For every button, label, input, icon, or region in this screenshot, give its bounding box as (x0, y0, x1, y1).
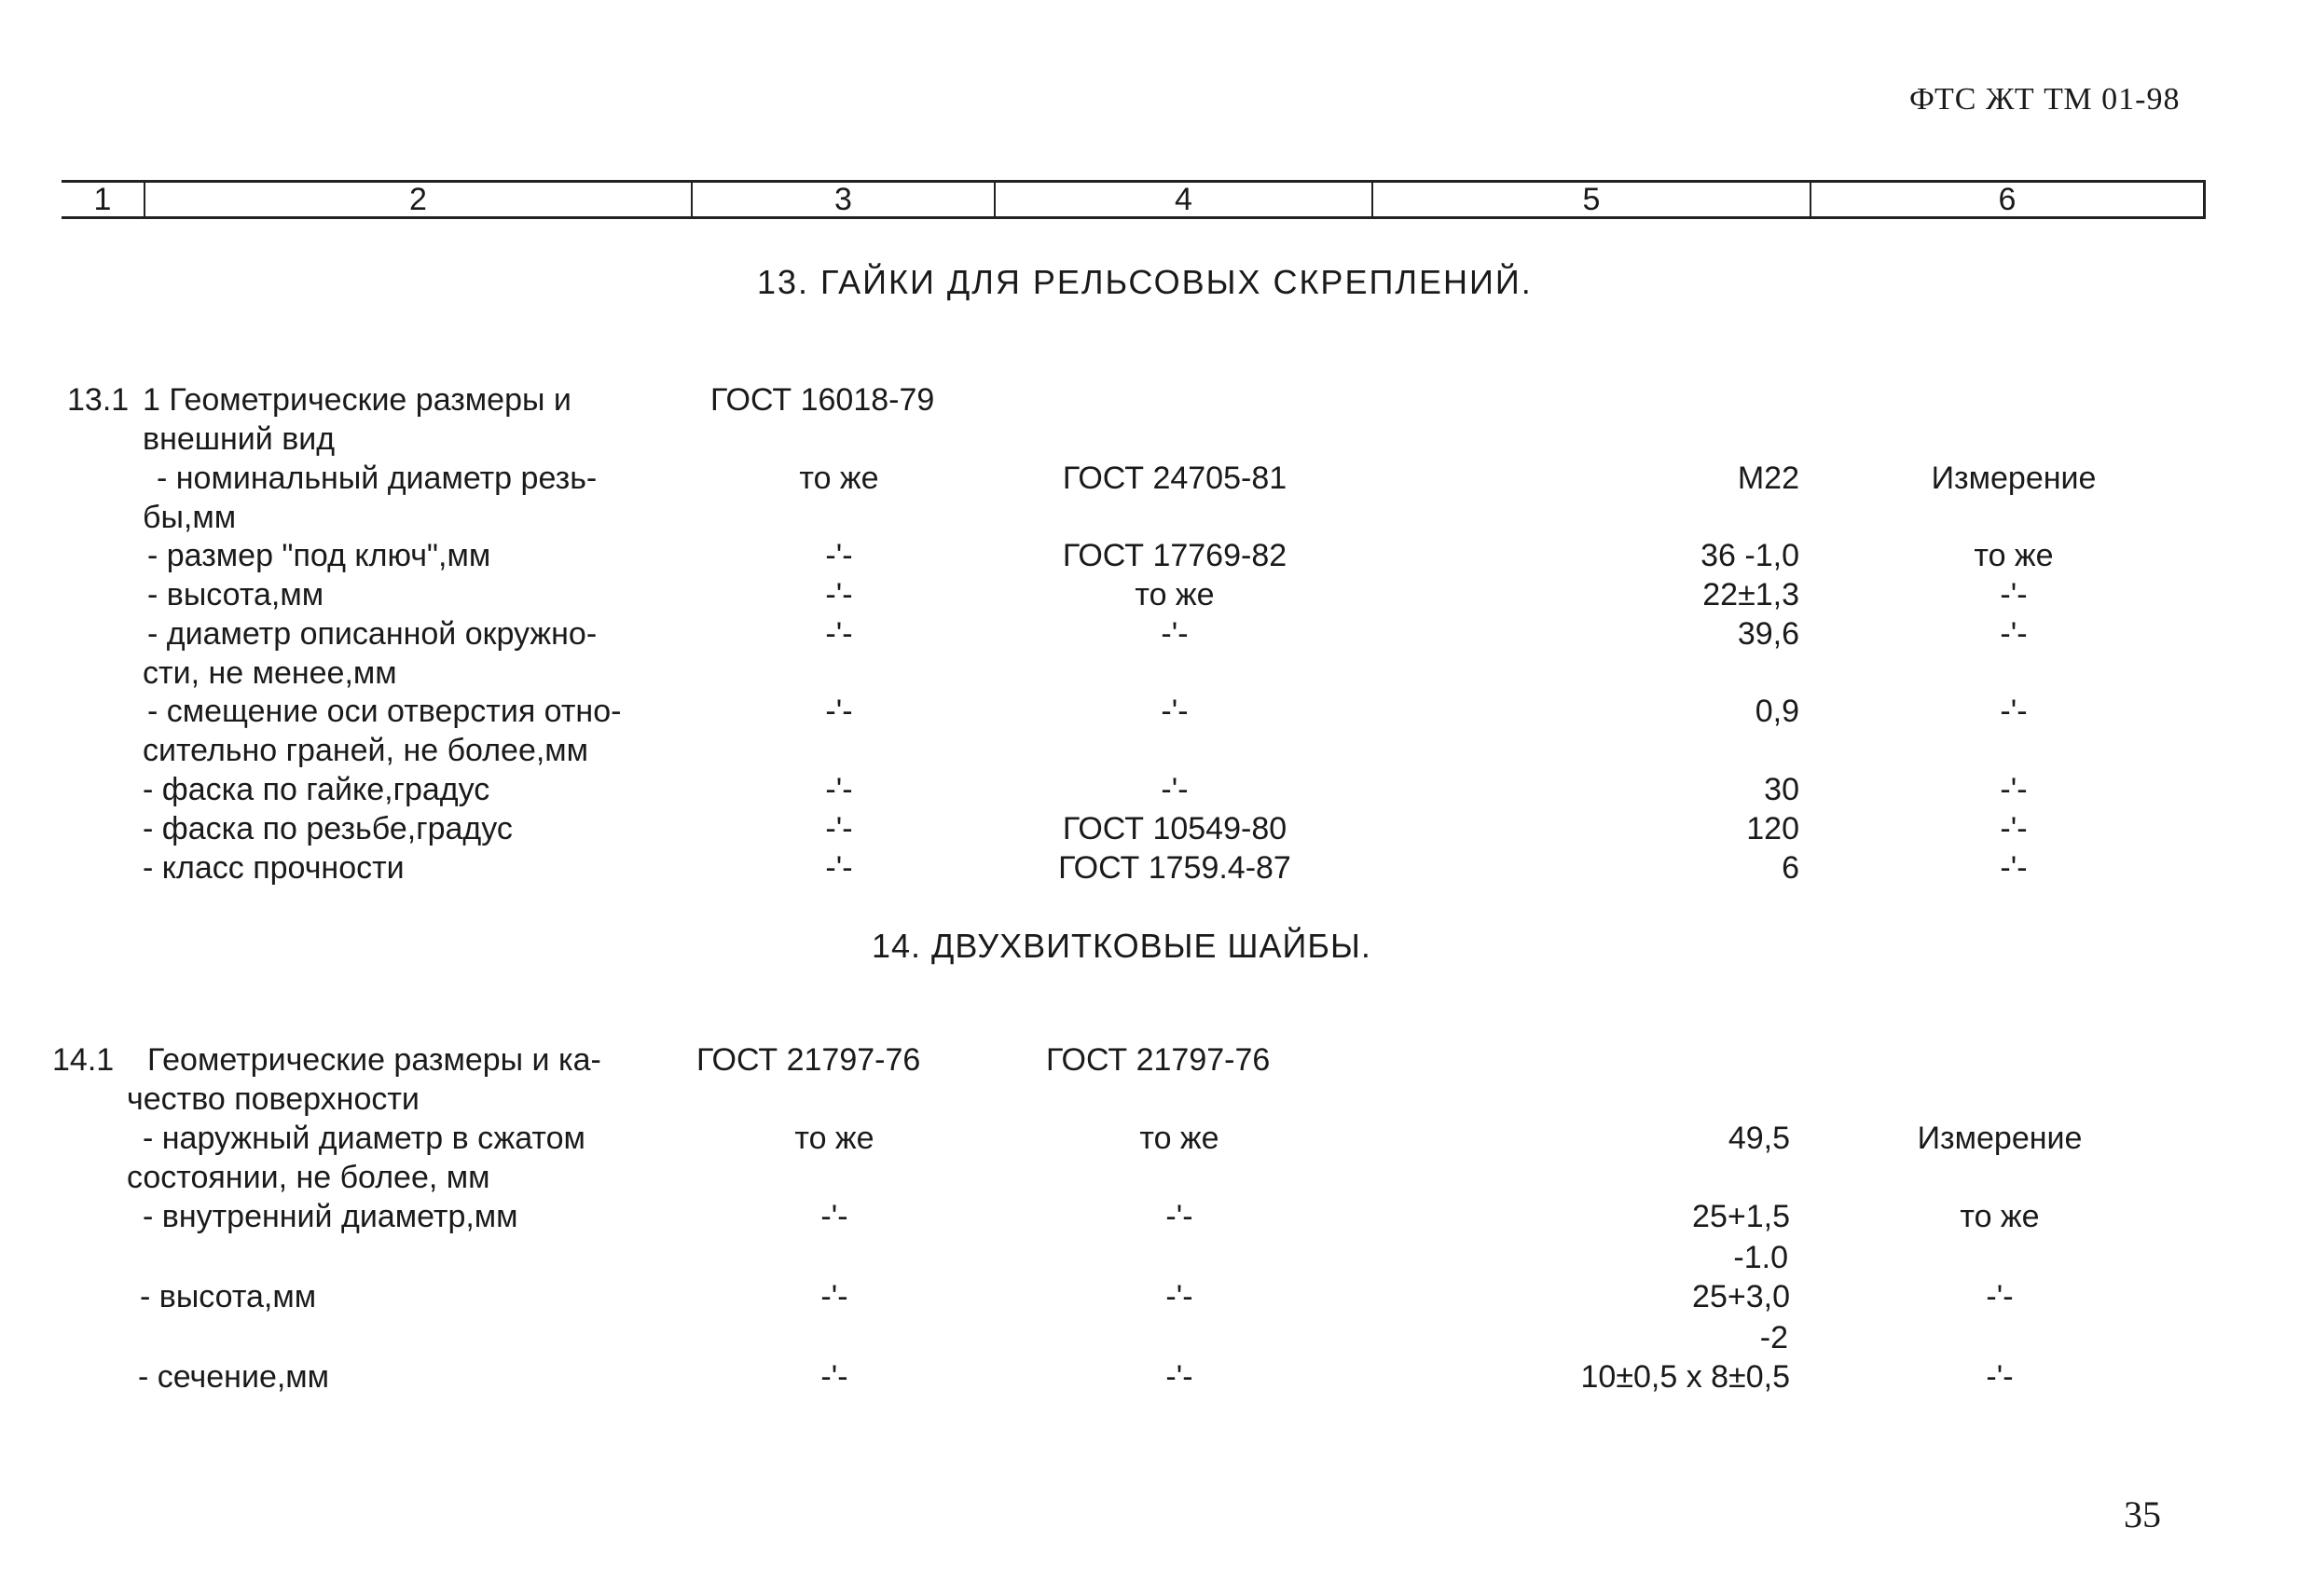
row-label: - сечение,мм (138, 1359, 330, 1395)
row-col6: -'- (2000, 850, 2028, 886)
row-col6: то же (1974, 538, 2054, 573)
section-13-title: 13. ГАЙКИ ДЛЯ РЕЛЬСОВЫХ СКРЕПЛЕНИЙ. (757, 263, 1533, 301)
row-label-cont: бы,мм (143, 500, 237, 535)
row-label: - диаметр описанной окружно- (147, 616, 598, 652)
row-col3: -'- (825, 577, 853, 612)
row-col4: -'- (1161, 616, 1189, 652)
row-col5: М22 (1737, 461, 1799, 496)
row-col6: Измерение (1917, 1121, 2083, 1156)
item-13-1-title-line2: внешний вид (143, 421, 336, 457)
column-header-6: 6 (1810, 183, 2206, 216)
row-col4: ГОСТ 1759.4-87 (1058, 850, 1291, 886)
row-col5: 10±0,5 x 8±0,5 (1580, 1359, 1790, 1395)
row-col4: -'- (1161, 772, 1189, 807)
row-col5: 6 (1782, 850, 1799, 886)
row-label: - фаска по гайке,градус (143, 772, 490, 807)
page-number: 35 (2124, 1493, 2161, 1535)
document-code: ФТС ЖТ ТМ 01-98 (1909, 82, 2181, 117)
item-14-1-title-line1: Геометрические размеры и ка- (147, 1042, 601, 1078)
section-14-title: 14. ДВУХВИТКОВЫЕ ШАЙБЫ. (872, 927, 1371, 965)
row-col3: то же (794, 1121, 874, 1156)
item-14-1-standard-col3: ГОСТ 21797-76 (696, 1042, 921, 1078)
row-col4: то же (1135, 577, 1215, 612)
item-14-1-standard-col4: ГОСТ 21797-76 (1046, 1042, 1271, 1078)
row-label: - высота,мм (140, 1279, 317, 1314)
row-col3: -'- (825, 616, 853, 652)
row-col3: -'- (820, 1199, 848, 1234)
row-col4: -'- (1165, 1279, 1193, 1314)
row-label: - высота,мм (147, 577, 324, 612)
row-label: - фаска по резьбе,градус (143, 811, 513, 846)
row-col3: -'- (825, 694, 853, 729)
item-14-1-title-line2: чество поверхности (127, 1081, 420, 1117)
row-col5: 30 (1764, 772, 1799, 807)
row-col6: -'- (2000, 577, 2028, 612)
row-col4: то же (1139, 1121, 1219, 1156)
row-col4: -'- (1161, 694, 1189, 729)
row-col6: то же (1960, 1199, 2040, 1234)
row-col6: -'- (1986, 1279, 2014, 1314)
row-col5: 39,6 (1737, 616, 1799, 652)
row-col4: ГОСТ 17769-82 (1062, 538, 1287, 573)
row-label: - номинальный диаметр резь- (157, 461, 598, 496)
row-col6: -'- (2000, 616, 2028, 652)
row-col6: -'- (2000, 694, 2028, 729)
item-14-1-number: 14.1 (52, 1042, 115, 1078)
row-col4: -'- (1165, 1359, 1193, 1395)
row-col3: -'- (825, 850, 853, 886)
row-col5: 120 (1746, 811, 1799, 846)
column-number-header (62, 180, 2206, 219)
row-col6: -'- (2000, 811, 2028, 846)
row-col5-lower-tolerance: -1.0 (1733, 1240, 1788, 1275)
column-header-1: 1 (93, 182, 112, 217)
row-label: - смещение оси отверстия отно- (147, 694, 622, 729)
item-13-1-number: 13.1 (67, 382, 130, 418)
row-col3: то же (799, 461, 879, 496)
row-col4: ГОСТ 24705-81 (1062, 461, 1287, 496)
row-col5: 25+1,5 (1692, 1199, 1790, 1234)
row-col5-lower-tolerance: -2 (1759, 1320, 1788, 1355)
row-label-cont: сти, не менее,мм (143, 655, 397, 691)
column-header-2: 2 (144, 183, 691, 216)
row-label: - внутренний диаметр,мм (143, 1199, 518, 1234)
row-col5: 22±1,3 (1702, 577, 1799, 612)
column-header-4: 4 (994, 183, 1371, 216)
column-header-3: 3 (691, 183, 994, 216)
row-col3: -'- (825, 538, 853, 573)
row-col3: -'- (820, 1359, 848, 1395)
row-col4: ГОСТ 10549-80 (1062, 811, 1287, 846)
row-col3: -'- (825, 772, 853, 807)
row-label: - наружный диаметр в сжатом (143, 1121, 585, 1156)
row-label: - размер "под ключ",мм (147, 538, 491, 573)
row-col3: -'- (820, 1279, 848, 1314)
row-col5: 25+3,0 (1692, 1279, 1790, 1314)
row-label: - класс прочности (143, 850, 405, 886)
row-col4: -'- (1165, 1199, 1193, 1234)
item-13-1-title-line1: 1 Геометрические размеры и (143, 382, 571, 418)
row-label-cont: сительно граней, не более,мм (143, 733, 589, 768)
row-col6: Измерение (1931, 461, 2097, 496)
row-col3: -'- (825, 811, 853, 846)
row-col5: 0,9 (1755, 694, 1799, 729)
item-13-1-standard: ГОСТ 16018-79 (710, 382, 935, 418)
row-col5: 49,5 (1728, 1121, 1790, 1156)
row-col5: 36 -1,0 (1700, 538, 1799, 573)
row-col6: -'- (1986, 1359, 2014, 1395)
column-header-5: 5 (1371, 183, 1810, 216)
row-col6: -'- (2000, 772, 2028, 807)
row-label-cont: состоянии, не более, мм (127, 1160, 490, 1195)
